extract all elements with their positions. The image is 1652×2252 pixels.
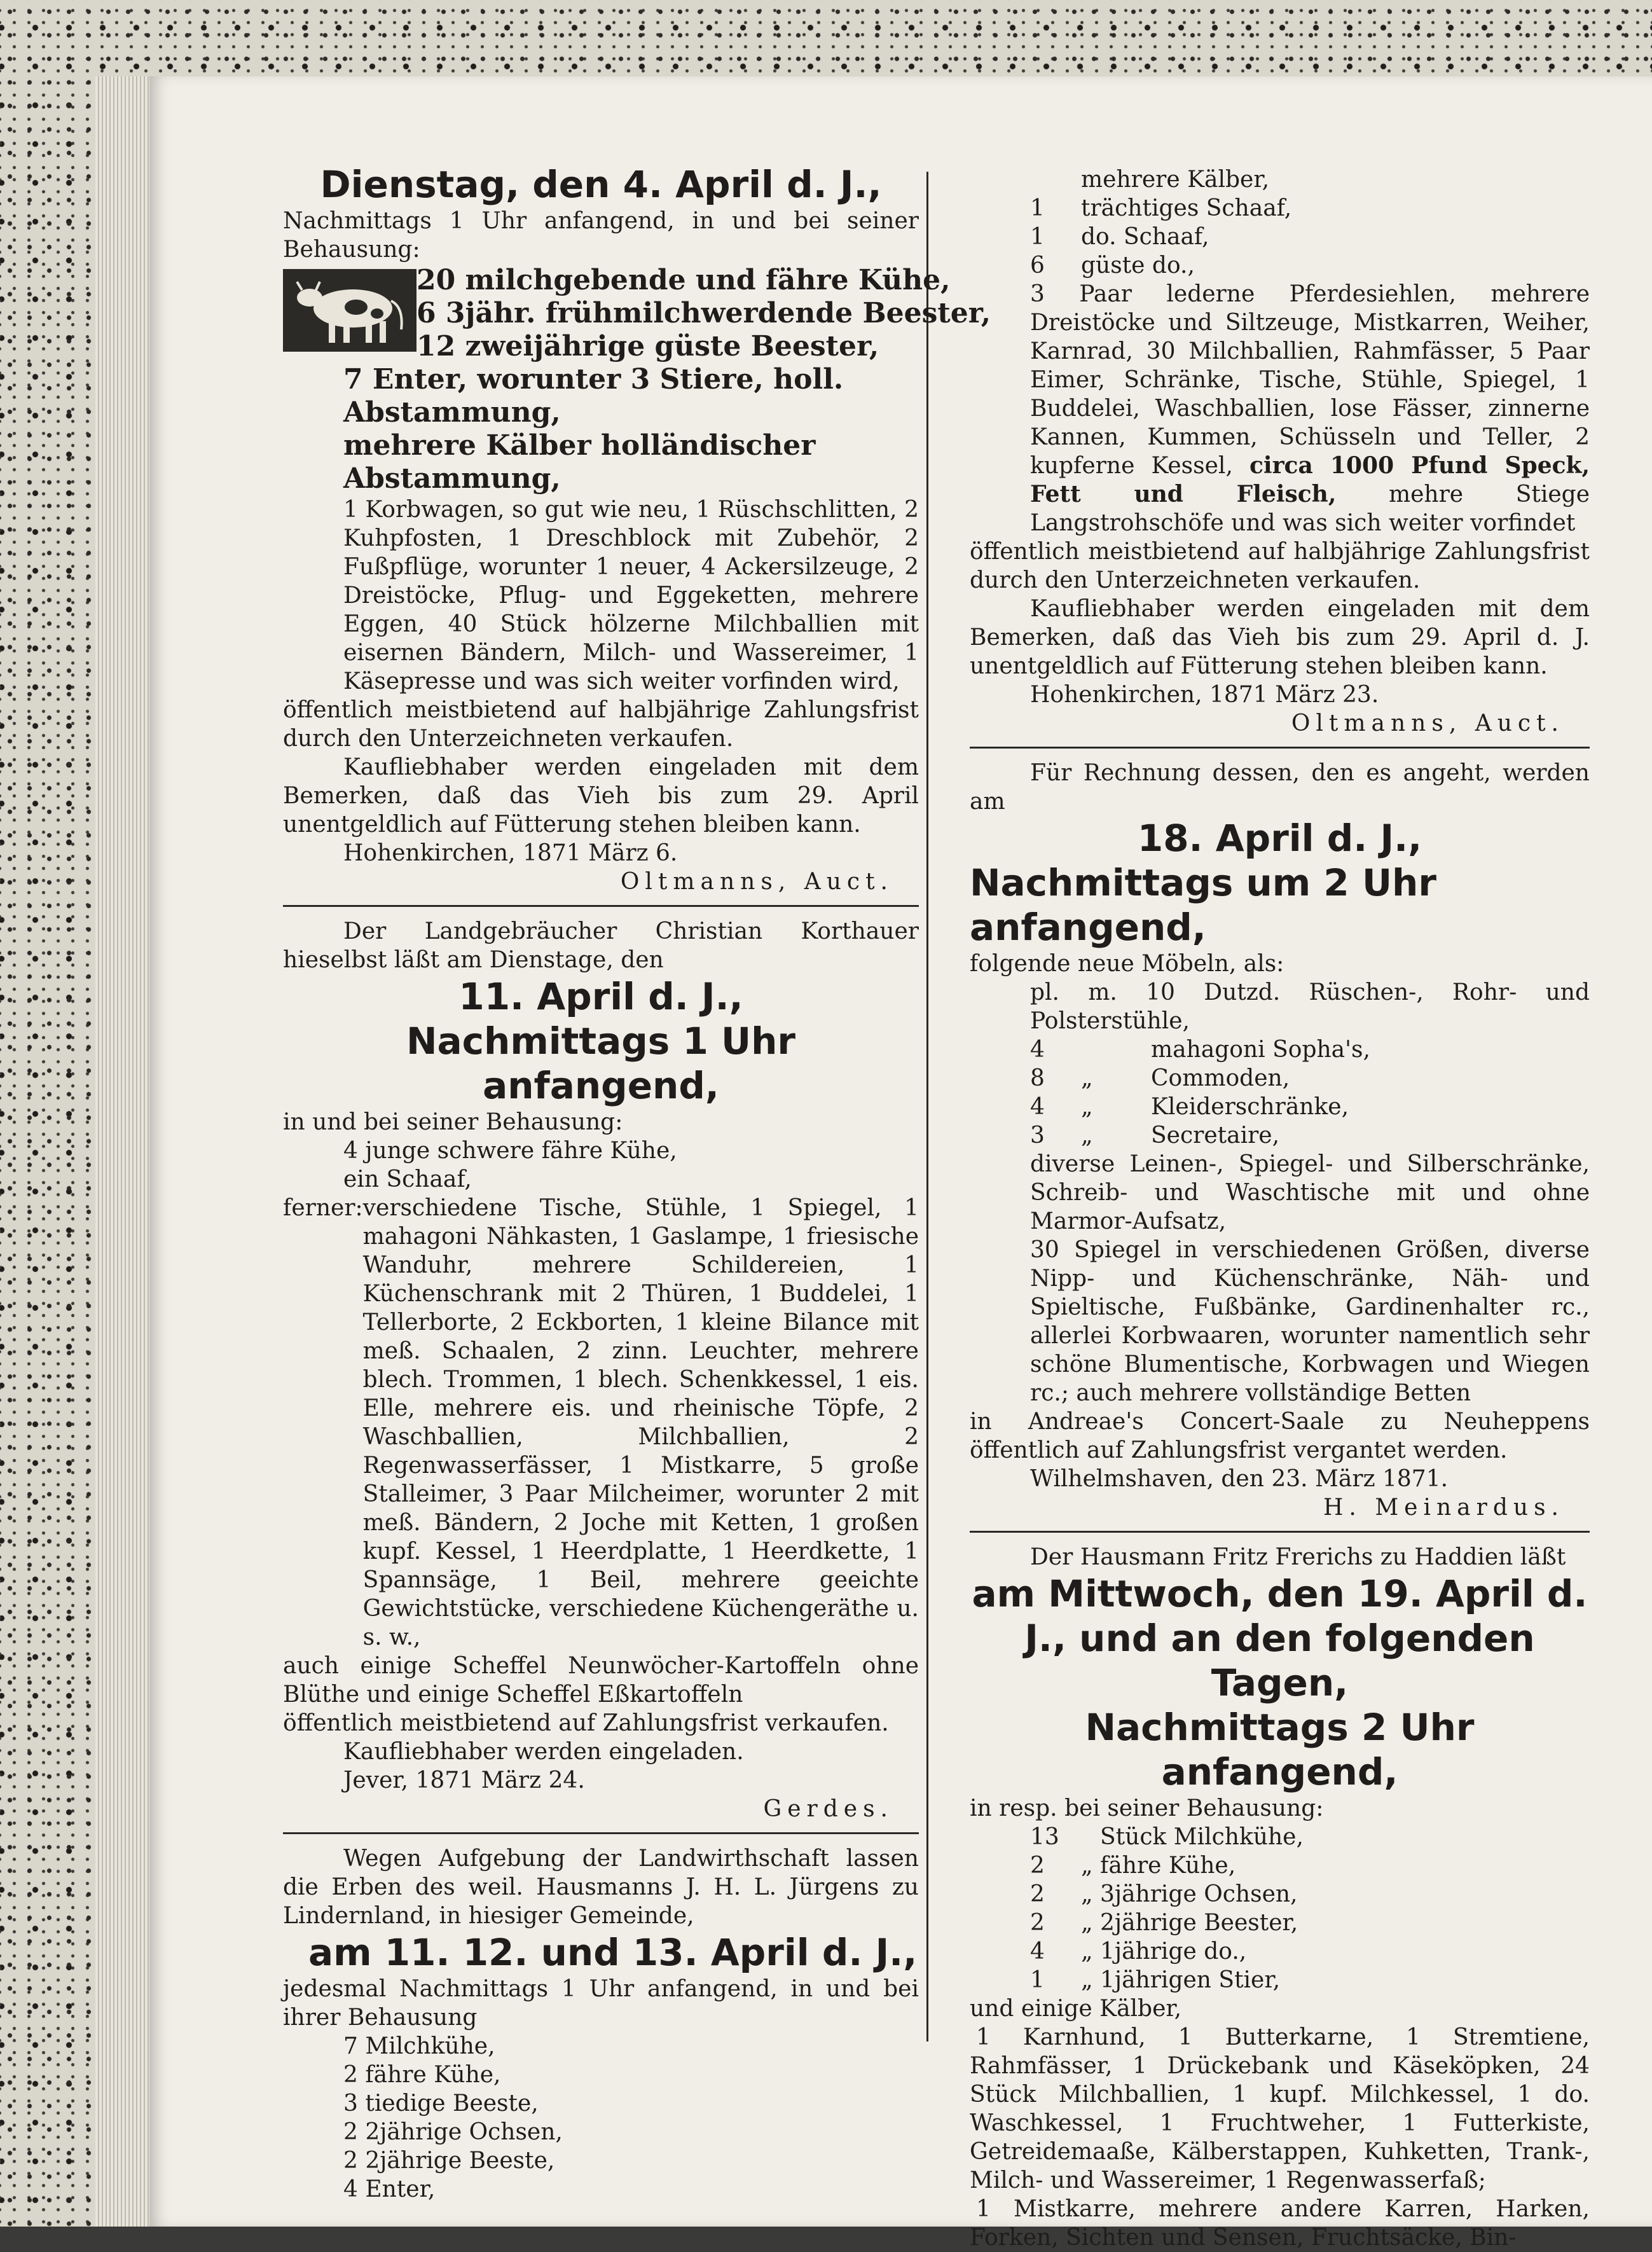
ad3c-qty — [1030, 165, 1081, 194]
ad5-where: in resp. bei seiner Behausung: — [970, 1795, 1324, 1821]
ad3c-sale: öffentlich meistbietend auf halbjährige Zahlungsfrist durch den Unterzeichneten verkaufen. — [970, 539, 1590, 593]
ad3c-list-item — [970, 194, 1590, 223]
ad4-signature: H. Meinardus. — [1323, 1495, 1564, 1521]
ad3-list-item: 7 Milchkühe, — [343, 2033, 495, 2059]
ad5-ditto: „ — [1081, 1881, 1093, 1907]
ad3c-list-item — [970, 165, 1590, 194]
ad5-text: 3jährige Ochsen, — [1100, 1881, 1298, 1907]
ad4-qty: 4 — [1030, 1037, 1045, 1063]
ad1-place-date: Hohenkirchen, 1871 März 6. — [343, 840, 678, 866]
ad3-list-item: 2 2jährige Beeste, — [343, 2148, 555, 2174]
ad5-text: fähre Kühe, — [1100, 1853, 1236, 1879]
ad5-list-item — [970, 1851, 1590, 1880]
ad1-cattle2-1: mehrere Kälber holländischer Abstammung, — [343, 429, 816, 495]
ad3c-place-date: Hohenkirchen, 1871 März 23. — [1030, 682, 1379, 708]
ad3c-qty: 1 — [1030, 224, 1045, 250]
ad3c-notice: Kaufliebhaber werden eingeladen mit dem Bemerken, daß das Vieh bis zum 29. April d. J. unentgeldlich auf Fütterung stehen bleiben kann. — [970, 596, 1590, 679]
ad5-list-item — [970, 1937, 1590, 1966]
ad4-heading1: 18. April d. J., — [1137, 817, 1422, 860]
ad4-qty: 8 — [1030, 1065, 1045, 1091]
ad5-text: 1jährigen Stier, — [1100, 1967, 1281, 1993]
ad5-ditto: „ — [1081, 1967, 1093, 1993]
ad4-items: diverse Leinen-, Spiegel- und Silberschränke, Schreib- und Waschtische mit und ohne Marmor-Aufsatz, — [1030, 1151, 1590, 1234]
ad5-text: 2jährige Beester, — [1100, 1910, 1298, 1936]
ad2-sale: öffentlich meistbietend auf Zahlungsfrist verkaufen. — [283, 1710, 889, 1736]
ad5-qty: 13 — [1030, 1824, 1059, 1850]
ad4-heading2: Nachmittags um 2 Uhr anfangend, — [970, 861, 1436, 949]
ad-11-april-korthauer — [283, 917, 919, 1823]
ad3c-signature: Oltmanns, Auct. — [1291, 710, 1564, 736]
ad4-items2: 30 Spiegel in verschiedenen Größen, diverse Nipp- und Küchenschränke, Näh- und Spieltische, Fußbänke, Gardinenhalter rc., allerlei Korbwaaren, worunter namentlich sehr schöne Blumentische, Korbwagen und Wiegen rc.; auch mehrere vollständige Betten — [1030, 1237, 1590, 1406]
ad1-cattle-1: 6 3jähr. frühmilchwerdende Beester, — [416, 297, 991, 329]
ad5-items: 1 Karnhund, 1 Butterkarne, 1 Stremtiene, Rahmfässer, 1 Drückebank und Käseköpken, 24 Stück Milchballien, 1 kupf. Milchkessel, 1 do. Waschkessel, 1 Fruchtweher, 1 Futterkiste, Getreidemaaße, Kälberstappen, Kuhketten, Trank-, Milch- und Wassereimer, 1 Regenwasserfaß; — [970, 2024, 1590, 2193]
ad4-text: mahagoni Sopha's, — [1151, 1037, 1370, 1063]
ad1-heading: Dienstag, den 4. April d. J., — [320, 163, 882, 206]
ad4-ditto: „ — [1081, 1065, 1093, 1091]
ad4-list-item — [970, 1121, 1590, 1150]
ad3c-list-item — [970, 251, 1590, 280]
ad5-text: Stück Milchkühe, — [1100, 1824, 1304, 1850]
ad-18-april-moebel — [970, 759, 1590, 1522]
ad4-qty: 4 — [1030, 1094, 1045, 1120]
ad3-time: jedesmal Nachmittags 1 Uhr anfangend, in und bei ihrer Behausung — [283, 1976, 919, 2031]
ad5-list-item — [970, 1966, 1590, 1994]
ad1-cattle2-0: 7 Enter, worunter 3 Stiere, holl. Abstammung, — [343, 363, 844, 429]
ad2-cattle-0: 4 junge schwere fähre Kühe, — [343, 1138, 677, 1164]
ad5-text: 1jährige do., — [1100, 1938, 1247, 1965]
ad-juergens-11-12-13-april — [283, 1844, 919, 2204]
ad3c-items — [970, 280, 1590, 537]
ad3c-text: do. Schaaf, — [1081, 224, 1209, 250]
left-column — [283, 162, 991, 2204]
ad-dienstag-4-april — [283, 162, 991, 896]
ad1-cattle-0: 20 milchgebende und fähre Kühe, — [416, 264, 951, 296]
ad5-heading1: am Mittwoch, den 19. April d. — [972, 1572, 1588, 1615]
column-divider — [926, 172, 928, 2041]
ad2-where: in und bei seiner Behausung: — [283, 1109, 623, 1135]
ad1-cattle-list — [416, 264, 991, 363]
ad3-list-item: 2 2jährige Ochsen, — [343, 2119, 563, 2145]
ad5-ditto — [1081, 1823, 1100, 1851]
ad2-cattle-1: ein Schaaf, — [343, 1166, 472, 1192]
ad3c-qty: 1 — [1030, 195, 1045, 221]
ad4-list-item — [970, 1064, 1590, 1093]
ad3c-text: güste do., — [1081, 252, 1195, 279]
ad5-kaelber: und einige Kälber, — [970, 1996, 1182, 2022]
ad2-signature: Gerdes. — [763, 1796, 893, 1822]
ad-juergens-continued — [970, 165, 1590, 738]
ad3-intro: Wegen Aufgebung der Landwirthschaft lassen die Erben des weil. Hausmanns J. H. L. Jürgens zu Lindernland, in hiesiger Gemeinde, — [283, 1846, 919, 1929]
ad1-signature: Oltmanns, Auct. — [620, 869, 893, 895]
ad5-intro: Der Hausmann Fritz Frerichs zu Haddien läßt — [1030, 1544, 1566, 1570]
ad5-list-item — [970, 1909, 1590, 1937]
ad4-intro: Für Rechnung dessen, den es angeht, werden am — [970, 760, 1590, 815]
ad2-ferner-label: ferner: — [283, 1195, 363, 1221]
ad2-notice: Kaufliebhaber werden eingeladen. — [343, 1739, 744, 1765]
ad3c-items-bold: circa 1000 Pfund Speck, Fett und Fleisch, — [1030, 452, 1590, 508]
ad5-heading2: J., und an den folgenden Tagen, — [1024, 1617, 1535, 1704]
ad3c-items-end: mehre Stiege Langstrohschöfe und was sich weiter vorfindet — [1030, 481, 1590, 536]
ad5-heading3: Nachmittags 2 Uhr anfangend, — [1085, 1706, 1475, 1793]
ad3c-text: mehrere Kälber, — [1081, 167, 1270, 193]
ad5-qty: 2 — [1030, 1910, 1045, 1936]
ad3c-list-item — [970, 223, 1590, 251]
ad5-list-item — [970, 1880, 1590, 1909]
right-column — [970, 165, 1590, 2252]
separator-rule — [283, 1832, 919, 1834]
ad2-intro: Der Landgebräucher Christian Korthauer hieselbst läßt am Dienstage, den — [283, 918, 919, 973]
ad5-list-item — [970, 1823, 1590, 1851]
separator-rule — [283, 905, 919, 907]
ad4-list-item — [970, 1035, 1590, 1064]
cow-icon — [283, 269, 416, 352]
ad1-intro: Nachmittags 1 Uhr anfangend, in und bei seiner Behausung: — [283, 208, 919, 263]
ad1-notice: Kaufliebhaber werden eingeladen mit dem Bemerken, daß das Vieh bis zum 29. April unentgeldlich auf Fütterung stehen bleiben kann. — [283, 754, 919, 838]
separator-rule — [970, 747, 1590, 749]
ad4-text: Secretaire, — [1151, 1123, 1280, 1149]
ad1-sale: öffentlich meistbietend auf halbjährige Zahlungsfrist durch den Unterzeichneten verkaufen. — [283, 697, 919, 752]
ad4-where: in Andreae's Concert-Saale zu Neuheppens öffentlich auf Zahlungsfrist vergantet werden. — [970, 1409, 1590, 1463]
ad1-cattle-block — [283, 264, 991, 363]
ad4-text: Kleiderschränke, — [1151, 1094, 1349, 1120]
ad3c-text: trächtiges Schaaf, — [1081, 195, 1292, 221]
ad4-first: pl. m. 10 Dutzd. Rüschen-, Rohr- und Polsterstühle, — [1030, 979, 1590, 1034]
ad1-items: 1 Korbwagen, so gut wie neu, 1 Rüschschlitten, 2 Kuhpfosten, 1 Dreschblock mit Zubehör, 2 Fußpflüge, worunter 1 neuer, 4 Ackersilzeuge, 2 Dreistöcke, Pflug- und Eggeketten, mehrere Eggen, 40 Stück hölzerne Milchballien mit eisernen Bändern, Milch- und Wassereimer, 1 Käsepresse und was sich weiter vorfinden wird, — [343, 497, 919, 694]
ad2-heading2: Nachmittags 1 Uhr anfangend, — [406, 1019, 796, 1107]
ad4-ditto: „ — [1081, 1123, 1093, 1149]
ad3-heading: am 11. 12. und 13. April d. J., — [308, 1931, 918, 1974]
ad5-qty: 4 — [1030, 1938, 1045, 1965]
ad4-ditto: „ — [1081, 1094, 1093, 1120]
ad4-text: Commoden, — [1151, 1065, 1290, 1091]
ad4-lead: folgende neue Möbeln, als: — [970, 951, 1284, 977]
ad4-qty: 3 — [1030, 1123, 1045, 1149]
ad5-items2: 1 Mistkarre, mehrere andere Karren, Harken, Forken, Sichten und Sensen, Fruchtsäcke, Bin- — [970, 2196, 1590, 2251]
ad3-list-item: 4 Enter, — [343, 2176, 436, 2202]
ad2-also: auch einige Scheffel Neunwöcher-Kartoffeln ohne Blüthe und einige Scheffel Eßkartoffeln — [283, 1653, 919, 1708]
separator-rule — [970, 1531, 1590, 1533]
ad2-ferner-items: verschiedene Tische, Stühle, 1 Spiegel, 1 mahagoni Nähkasten, 1 Gaslampe, 1 friesische Wanduhr, mehrere Schildereien, 1 Küchenschrank mit 2 Thüren, 1 Buddelei, 1 Tellerborte, 2 Eckborten, 1 kleine Bilance mit meß. Schaalen, 2 zinn. Leuchter, mehrere blech. Trommen, 1 blech. Schenkkessel, 1 eis. Elle, mehrere eis. und rheinische Töpfe, 2 Waschballien, Milchballien, 2 Regenwasserfässer, 1 Mistkarre, 5 große Stalleimer, 3 Paar Milcheimer, worunter 2 mit meß. Bändern, 2 Joche mit Ketten, 1 großen kupf. Kessel, 1 Heerdplatte, 1 Heerdkette, 1 Spannsäge, 1 Beil, mehrere geeichte Gewichtstücke, verschiedene Küchengeräthe u. s. w., — [362, 1195, 919, 1650]
ad3-list-item: 2 fähre Kühe, — [343, 2062, 501, 2088]
ad5-qty: 2 — [1030, 1853, 1045, 1879]
ad2-place-date: Jever, 1871 März 24. — [343, 1767, 585, 1793]
ad3c-qty: 6 — [1030, 252, 1045, 279]
ad1-cattle-2: 12 zweijährige güste Beester, — [416, 330, 879, 363]
ad2-ferner-block — [283, 1194, 919, 1652]
ad5-qty: 1 — [1030, 1967, 1045, 1993]
ad4-list-item — [970, 1093, 1590, 1121]
ad4-place-date: Wilhelmshaven, den 23. März 1871. — [1030, 1466, 1449, 1492]
ad3c-items-text: 3 Paar lederne Pferdesiehlen, mehrere Dreistöcke und Siltzeuge, Mistkarren, Weiher, Karnrad, 30 Milchballien, Rahmfässer, 5 Paar Eimer, Schränke, Tische, Stühle, Spiegel, 1 Buddelei, Waschballien, lose Fässer, zinnerne Kannen, Kummen, Schüsseln und Teller, 2 kupferne Kessel, — [1030, 281, 1590, 479]
ad4-ditto — [1081, 1035, 1151, 1064]
ad5-qty: 2 — [1030, 1881, 1045, 1907]
ad-frerichs-19-april — [970, 1543, 1590, 2252]
ad5-ditto: „ — [1081, 1938, 1093, 1965]
ad5-ditto: „ — [1081, 1910, 1093, 1936]
ad3-list-item: 3 tiedige Beeste, — [343, 2090, 539, 2117]
ad5-ditto: „ — [1081, 1853, 1093, 1879]
ad2-heading1: 11. April d. J., — [458, 975, 743, 1018]
